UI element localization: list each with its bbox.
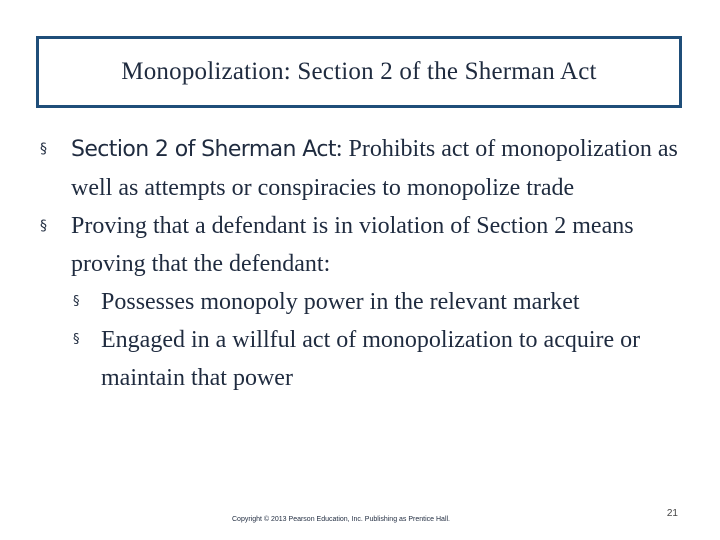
page-number: 21: [666, 508, 678, 519]
slide-body: [40, 130, 690, 397]
bullet-section-2-definition: [40, 130, 690, 207]
bullet-term: Section 2 of Sherman Act: [71, 137, 336, 162]
slide-title: Monopolization: Section 2 of the Sherman Act: [121, 58, 597, 85]
bullet-term-separator: :: [335, 136, 343, 162]
sub-bullet-monopoly-power: [73, 283, 690, 321]
bullet-icon: §: [40, 218, 47, 234]
bullet-icon: §: [73, 332, 80, 347]
bullet-text: Proving that a defendant is in violation of Section 2 means proving that the defendant:: [71, 213, 634, 277]
bullet-text: Prohibits act of monopolization as well as attempts or conspiracies to monopolize trade: [71, 136, 678, 201]
bullet-icon: §: [40, 141, 47, 157]
bullet-proving-violation: [40, 207, 690, 283]
sub-bullet-text: Engaged in a willful act of monopolization to acquire or maintain that power: [101, 327, 641, 391]
copyright-footer: Copyright © 2013 Pearson Education, Inc. Publishing as Prentice Hall.: [232, 516, 451, 523]
bullet-icon: §: [73, 294, 80, 309]
slide-title-box: [36, 36, 682, 108]
sub-bullet-willful-act: [73, 321, 690, 397]
sub-bullet-text: Possesses monopoly power in the relevant market: [101, 289, 580, 315]
